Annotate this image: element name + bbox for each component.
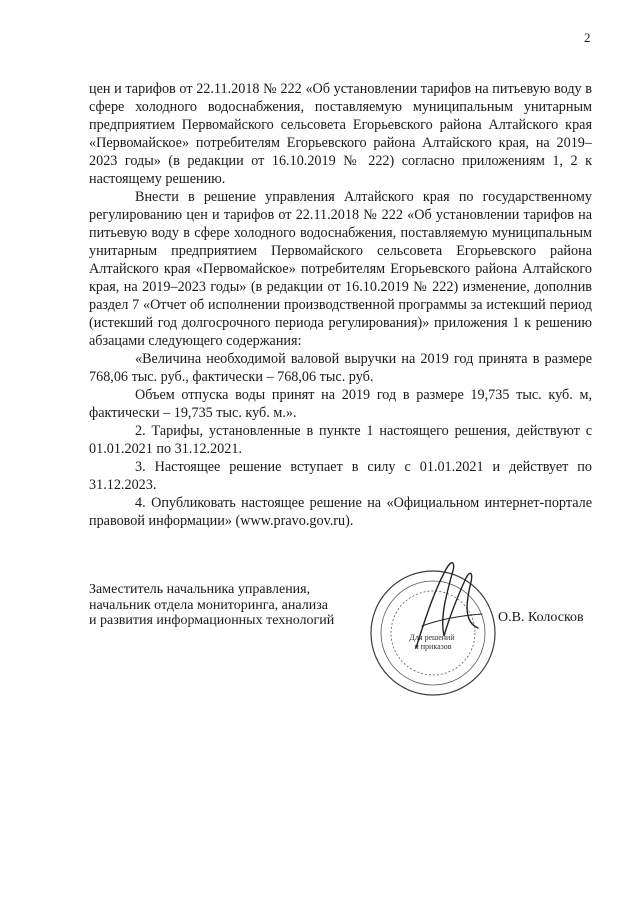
paragraph-water-volume: Объем отпуска воды принят на 2019 год в размере 19,735 тыс. куб. м, фактически – 19,735 тыс. куб. м.». xyxy=(89,387,592,421)
document-body xyxy=(89,80,592,530)
handwritten-signature xyxy=(408,556,488,656)
signatory-name: О.В. Колосков xyxy=(498,610,584,625)
seal-text: Для решений и приказов xyxy=(409,633,455,651)
paragraph-item-2: 2. Тарифы, установленные в пункте 1 настоящего решения, действуют с 01.01.2021 по 31.12.2021. xyxy=(89,423,592,457)
paragraph-revenue: «Величина необходимой валовой выручки на 2019 год принята в размере 768,06 тыс. руб., фактически – 768,06 тыс. руб. xyxy=(89,351,592,385)
signatory-title-line: начальник отдела мониторинга, анализа xyxy=(89,597,328,613)
paragraph-amendment: Внести в решение управления Алтайского края по государственному регулированию цен и тарифов от 22.11.2018 № 222 «Об установлении тарифов на питьевую воду в сфере холодного водоснабжения, поставляемую муниципальным унитарным предприятием Первомайского сельсовета Егорьевского района Алтайского края «Первомайское» потребителям Егорьевского района Алтайского края, на 2019–2023 годы» (в редакции от 16.10.2019 № 222) изменение, дополнив раздел 7 «Отчет об исполнении производственной программы за истекший период (истекший год долгосрочного периода регулирования)» приложения 1 к решению абзацами следующего содержания: xyxy=(89,189,592,349)
paragraph-item-3: 3. Настоящее решение вступает в силу с 01.01.2021 и действует по 31.12.2023. xyxy=(89,459,592,493)
signatory-title xyxy=(89,582,369,629)
paragraph-item-4: 4. Опубликовать настоящее решение на «Официальном интернет-портале правовой информации» (www.pravo.gov.ru). xyxy=(89,495,592,529)
signatory-title-line: Заместитель начальника управления, xyxy=(89,582,311,597)
signatory-title-line: и развития информационных технологий xyxy=(89,613,335,628)
page-number: 2 xyxy=(584,30,591,45)
paragraph-continuation: цен и тарифов от 22.11.2018 № 222 «Об установлении тарифов на питьевую воду в сфере холодного водоснабжения, поставляемую муниципальным унитарным предприятием Первомайского сельсовета Егорьевского района Алтайского края «Первомайское» потребителям Егорьевского района Алтайского края, на 2019–2023 годы» (в редакции от 16.10.2019 № 222) согласно приложениям 1, 2 к настоящему решению. xyxy=(89,81,592,187)
